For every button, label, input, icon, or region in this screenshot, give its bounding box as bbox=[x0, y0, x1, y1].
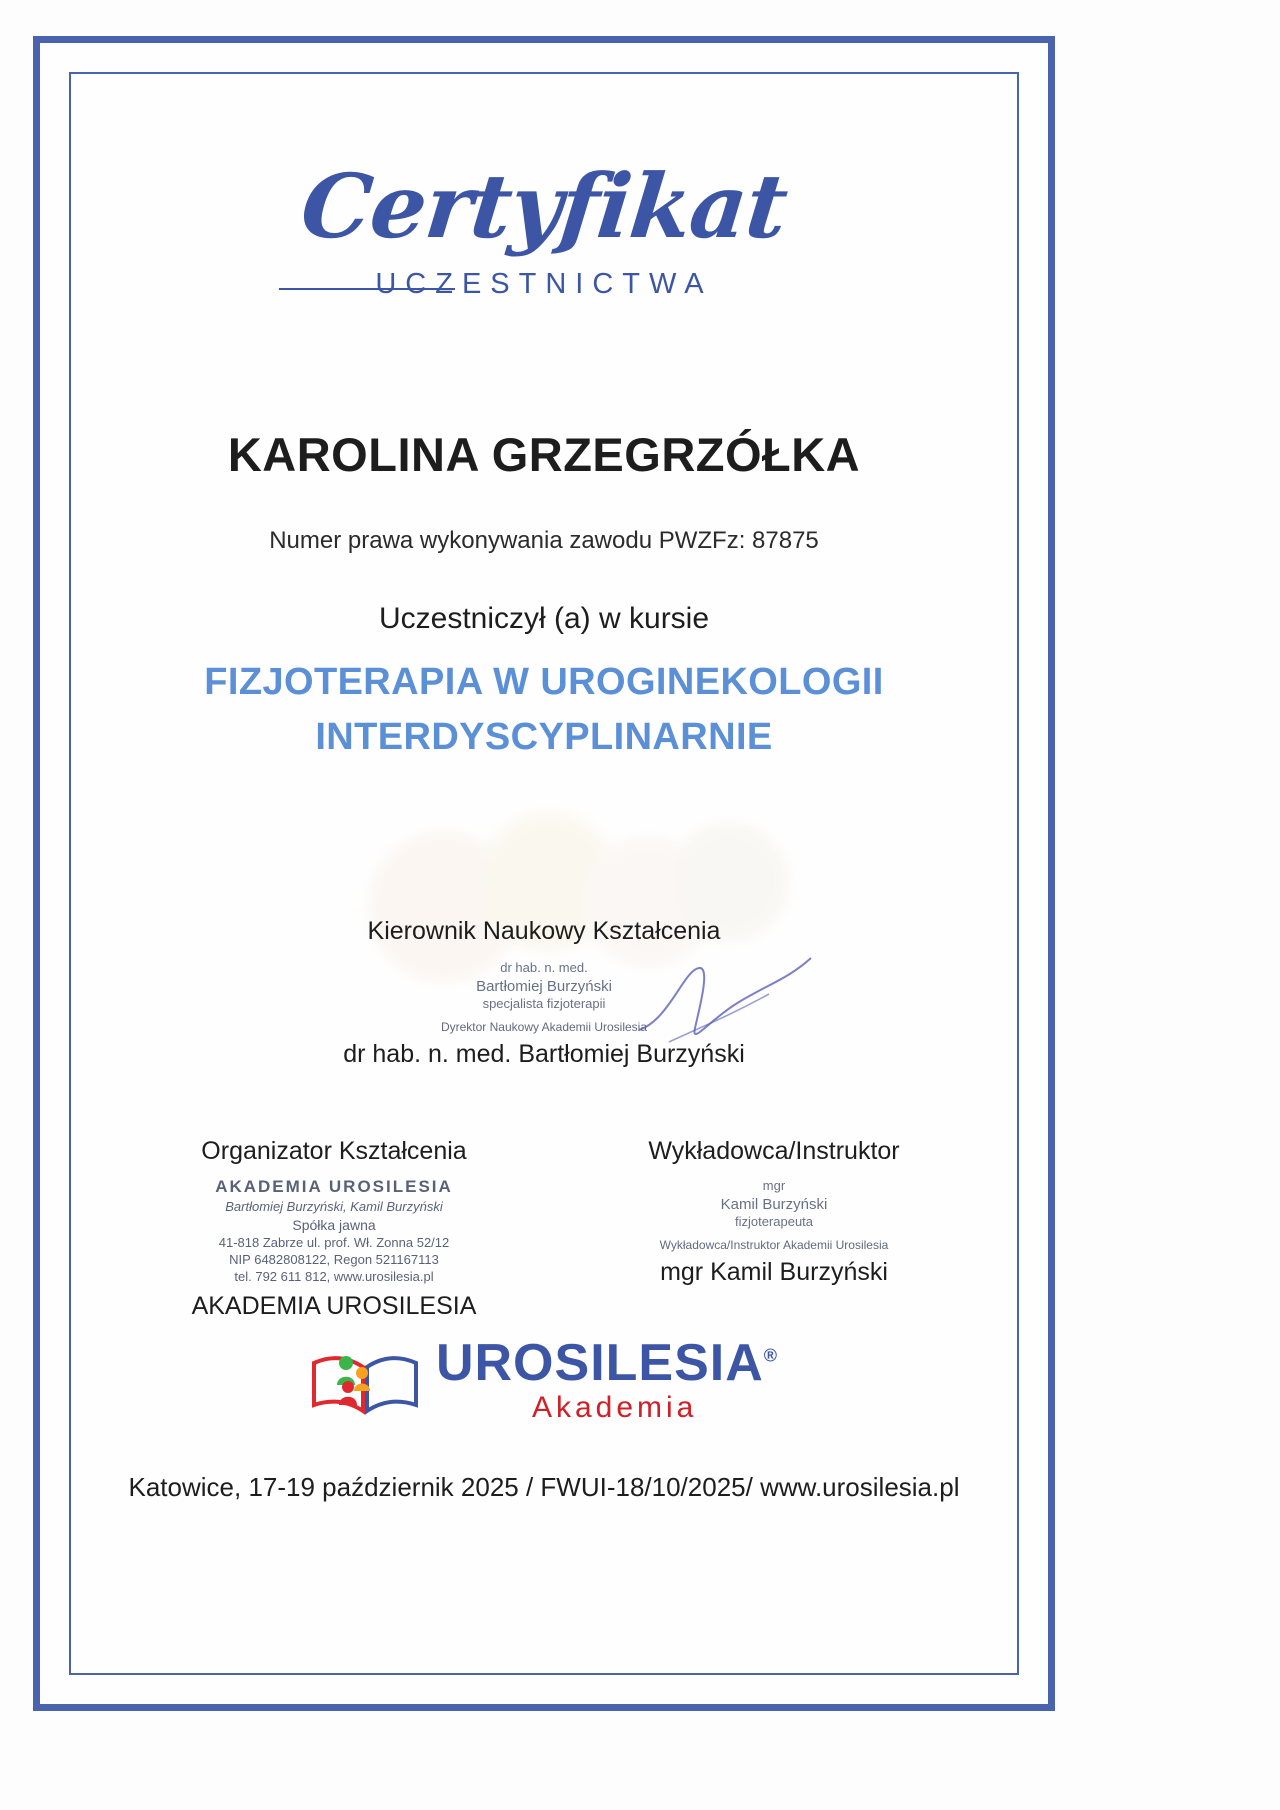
recipient-name: KAROLINA GRZEGRZÓŁKA bbox=[227, 428, 861, 481]
certificate-title-script: Certyfikat bbox=[296, 154, 792, 258]
course-title-line-2: INTERDYSCYPLINARNIE bbox=[315, 716, 773, 759]
organizer-stamp-line-3: Spółka jawna bbox=[292, 1216, 376, 1233]
lecturer-printed-name: mgr Kamil Burzyński bbox=[660, 1258, 888, 1287]
organizer-stamp-line-4: 41-818 Zabrze ul. prof. Wł. Zonna 52/12 bbox=[218, 1235, 450, 1251]
director-printed-name: dr hab. n. med. Bartłomiej Burzyński bbox=[343, 1040, 745, 1069]
course-title-line-1: FIZJOTERAPIA W UROGINEKOLOGII bbox=[204, 661, 884, 703]
organizer-printed-name: AKADEMIA UROSILESIA bbox=[191, 1291, 477, 1320]
certificate-subtitle-row bbox=[69, 268, 1019, 301]
organizer-block bbox=[99, 1137, 569, 1321]
lecturer-stamp-line-2: Kamil Burzyński bbox=[720, 1195, 828, 1213]
organizer-stamp-line-5: NIP 6482808122, Regon 521167113 bbox=[229, 1252, 439, 1268]
brand-logo bbox=[69, 1334, 1019, 1424]
scientific-director-heading: Kierownik Naukowy Kształcenia bbox=[367, 917, 721, 945]
lecturer-heading: Wykładowca/Instruktor bbox=[648, 1137, 900, 1165]
certificate-footer: Katowice, 17-19 październik 2025 / FWUI-18/10/2025/ www.urosilesia.pl bbox=[128, 1472, 960, 1502]
organizer-stamp bbox=[99, 1176, 569, 1286]
organizer-stamp-line-2: Bartłomiej Burzyński, Kamil Burzyński bbox=[225, 1199, 443, 1215]
director-stamp-line-1: dr hab. n. med. bbox=[500, 960, 588, 975]
organizer-heading: Organizator Kształcenia bbox=[201, 1137, 467, 1165]
brand-logo-main bbox=[435, 1334, 779, 1392]
certificate-content bbox=[69, 72, 1019, 1675]
director-stamp-line-2: Bartłomiej Burzyński bbox=[476, 977, 612, 995]
course-title bbox=[69, 655, 1019, 765]
certificate-subtitle: UCZESTNICTWA bbox=[375, 268, 713, 300]
brand-logo-sub: Akademia bbox=[531, 1391, 698, 1424]
lecturer-block bbox=[539, 1137, 1009, 1287]
brand-logo-main-text: UROSILESIA bbox=[435, 1334, 764, 1392]
lecturer-stamp-line-1: mgr bbox=[762, 1178, 786, 1193]
registered-trademark-icon: ® bbox=[763, 1345, 779, 1366]
brand-logo-text bbox=[435, 1334, 779, 1424]
director-stamp bbox=[69, 960, 1019, 1012]
organizer-stamp-line-1: AKADEMIA UROSILESIA bbox=[215, 1177, 453, 1196]
director-stamp-role: Dyrektor Naukowy Akademii Urosilesia bbox=[440, 1020, 648, 1035]
lecturer-stamp bbox=[539, 1178, 1009, 1230]
license-number-line: Numer prawa wykonywania zawodu PWZFz: 87875 bbox=[269, 527, 819, 554]
participation-line: Uczestniczył (a) w kursie bbox=[378, 602, 710, 635]
urosilesia-book-people-logo-icon bbox=[310, 1343, 420, 1417]
scientific-director-block bbox=[69, 917, 1019, 1069]
certificate-title bbox=[69, 154, 1019, 258]
lecturer-stamp-line-3: fizjoterapeuta bbox=[734, 1213, 814, 1229]
director-stamp-line-3: specjalista fizjoterapii bbox=[482, 995, 606, 1011]
organizer-stamp-line-6: tel. 792 611 812, www.urosilesia.pl bbox=[234, 1269, 434, 1285]
lecturer-stamp-role: Wykładowca/Instruktor Akademii Urosilesia bbox=[659, 1238, 889, 1253]
